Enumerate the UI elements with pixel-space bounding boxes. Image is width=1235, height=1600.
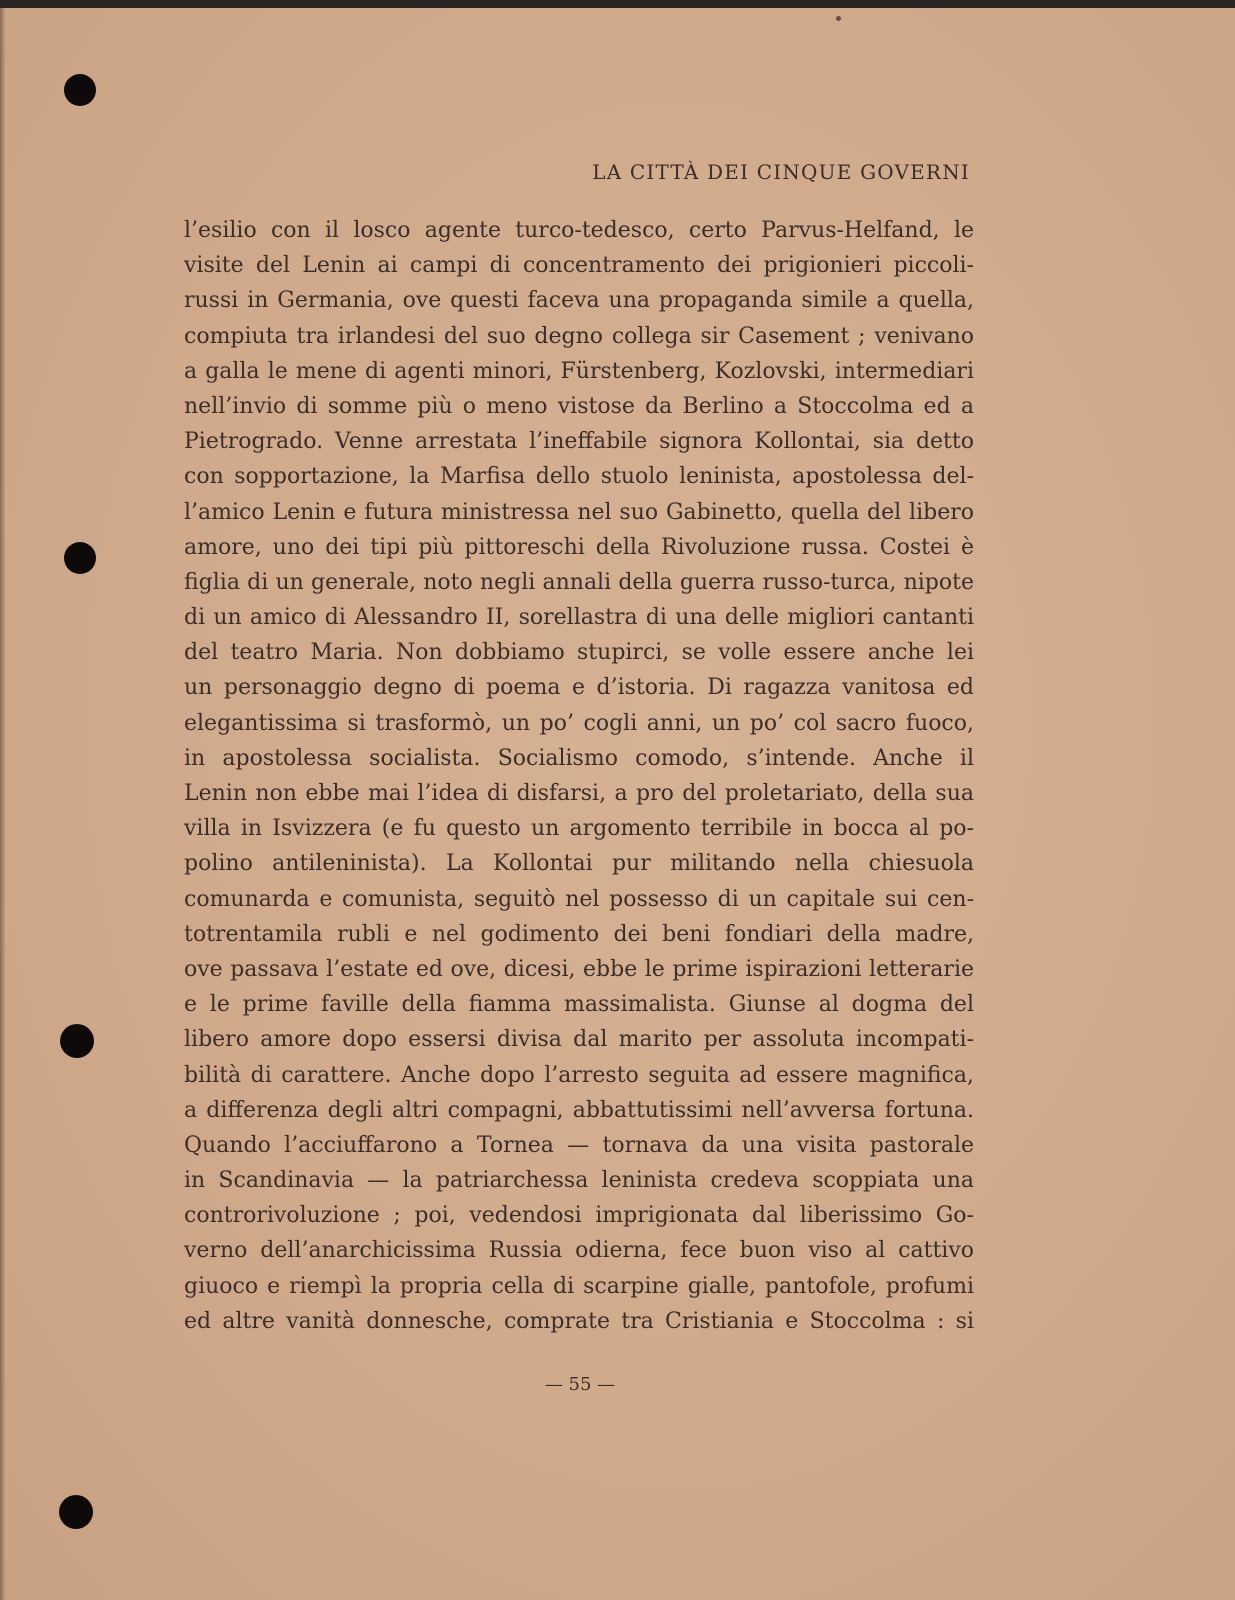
binder-hole-2 <box>64 542 96 574</box>
text-line: con sopportazione, la Marfisa dello stuolo leninista, apostolessa del- <box>184 464 974 490</box>
page-top-edge <box>0 0 1235 8</box>
text-line: bilità di carattere. Anche dopo l’arresto seguita ad essere magnifica, <box>184 1062 974 1088</box>
text-line: l’amico Lenin e futura ministressa nel suo Gabinetto, quella del libero <box>184 499 974 525</box>
text-line: comunarda e comunista, seguitò nel possesso di un capitale sui cen- <box>184 886 974 912</box>
running-head: LA CITTÀ DEI CINQUE GOVERNI <box>592 160 970 184</box>
text-line: totrentamila rubli e nel godimento dei beni fondiari della madre, <box>184 921 974 947</box>
page-number: — 55 — <box>544 1374 616 1395</box>
text-line: di un amico di Alessandro II, sorellastra di una delle migliori cantanti <box>184 605 974 631</box>
body-text <box>184 213 974 1339</box>
text-line: figlia di un generale, noto negli annali della guerra russo-turca, nipote <box>184 569 974 595</box>
text-line: elegantissima si trasformò, un po’ cogli anni, un po’ col sacro fuoco, <box>184 710 974 736</box>
text-line: ed altre vanità donnesche, comprate tra Cristiania e Stoccolma : si <box>184 1308 974 1334</box>
text-line: Lenin non ebbe mai l’idea di disfarsi, a pro del proletariato, della sua <box>184 781 974 806</box>
page-left-edge <box>0 8 5 1600</box>
text-line: polino antileninista). La Kollontai pur militando nella chiesuola <box>184 851 974 877</box>
text-line: in Scandinavia — la patriarchessa leninista credeva scoppiata una <box>184 1168 974 1194</box>
text-line: Pietrogrado. Venne arrestata l’ineffabile signora Kollontai, sia detto <box>184 429 974 455</box>
text-line: amore, uno dei tipi più pittoreschi della Rivoluzione russa. Costei è <box>184 534 974 560</box>
text-line: giuoco e riempì la propria cella di scarpine gialle, pantofole, profumi <box>184 1273 974 1299</box>
paper-speck <box>836 16 841 21</box>
text-line: del teatro Maria. Non dobbiamo stupirci, se volle essere anche lei <box>184 640 974 666</box>
binder-hole-1 <box>64 74 96 106</box>
text-line: controrivoluzione ; poi, vedendosi imprigionata dal liberissimo Go- <box>184 1203 974 1229</box>
binder-hole-4 <box>59 1495 93 1529</box>
text-line: libero amore dopo essersi divisa dal marito per assoluta incompati- <box>184 1027 974 1053</box>
text-line: compiuta tra irlandesi del suo degno collega sir Casement ; venivano <box>184 323 974 349</box>
text-line: l’esilio con il losco agente turco-tedesco, certo Parvus-Helfand, le <box>184 218 974 243</box>
text-line: villa in Isvizzera (e fu questo un argomento terribile in bocca al po- <box>184 816 974 842</box>
text-line: in apostolessa socialista. Socialismo comodo, s’intende. Anche il <box>184 745 974 771</box>
text-line: visite del Lenin ai campi di concentramento dei prigionieri piccoli- <box>184 253 974 279</box>
binder-hole-3 <box>60 1024 94 1058</box>
text-line: a differenza degli altri compagni, abbattutissimi nell’avversa fortuna. <box>184 1097 974 1123</box>
text-line: un personaggio degno di poema e d’istoria. Di ragazza vanitosa ed <box>184 675 974 701</box>
text-line: a galla le mene di agenti minori, Fürstenberg, Kozlovski, intermediari <box>184 358 974 384</box>
text-line: ove passava l’estate ed ove, dicesi, ebbe le prime ispirazioni letterarie <box>184 956 974 982</box>
text-line: e le prime faville della fiamma massimalista. Giunse al dogma del <box>184 992 974 1018</box>
text-line: nell’invio di somme più o meno vistose da Berlino a Stoccolma ed a <box>184 393 974 419</box>
text-line: Quando l’acciuffarono a Tornea — tornava da una visita pastorale <box>184 1132 974 1158</box>
text-line: verno dell’anarchicissima Russia odierna, fece buon viso al cattivo <box>184 1238 974 1264</box>
text-line: russi in Germania, ove questi faceva una propaganda simile a quella, <box>184 288 974 314</box>
